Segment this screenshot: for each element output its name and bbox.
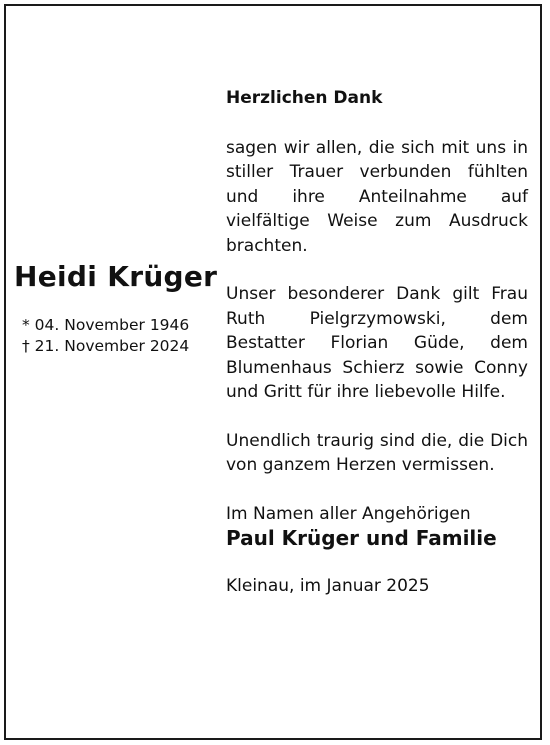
paragraph-mourning: Unendlich traurig sind die, die Dich von ganzem Herzen vermissen. xyxy=(226,430,528,475)
life-dates xyxy=(22,315,189,357)
thank-you-text xyxy=(226,86,528,598)
birth-date: * 04. November 1946 xyxy=(22,316,190,334)
deceased-name: Heidi Krüger xyxy=(14,260,218,293)
paragraph-thanks: sagen wir allen, die sich mit uns in stiller Trauer verbunden fühlten und ihre Anteilnahme auf vielfältige Weise zum Ausdruck brachten. xyxy=(226,137,528,256)
death-date: † 21. November 2024 xyxy=(22,337,190,355)
notice-heading: Herzlichen Dank xyxy=(226,88,383,108)
signature-intro: Im Namen aller Angehörigen xyxy=(226,503,471,524)
signature-name: Paul Krüger und Familie xyxy=(226,526,497,550)
paragraph-special-thanks: Unser besonderer Dank gilt Frau Ruth Pielgrzymowski, dem Bestatter Florian Güde, dem Blumenhaus Schierz sowie Conny und Gritt für ihre liebevolle Hilfe. xyxy=(226,284,528,402)
place-date: Kleinau, im Januar 2025 xyxy=(226,575,430,596)
